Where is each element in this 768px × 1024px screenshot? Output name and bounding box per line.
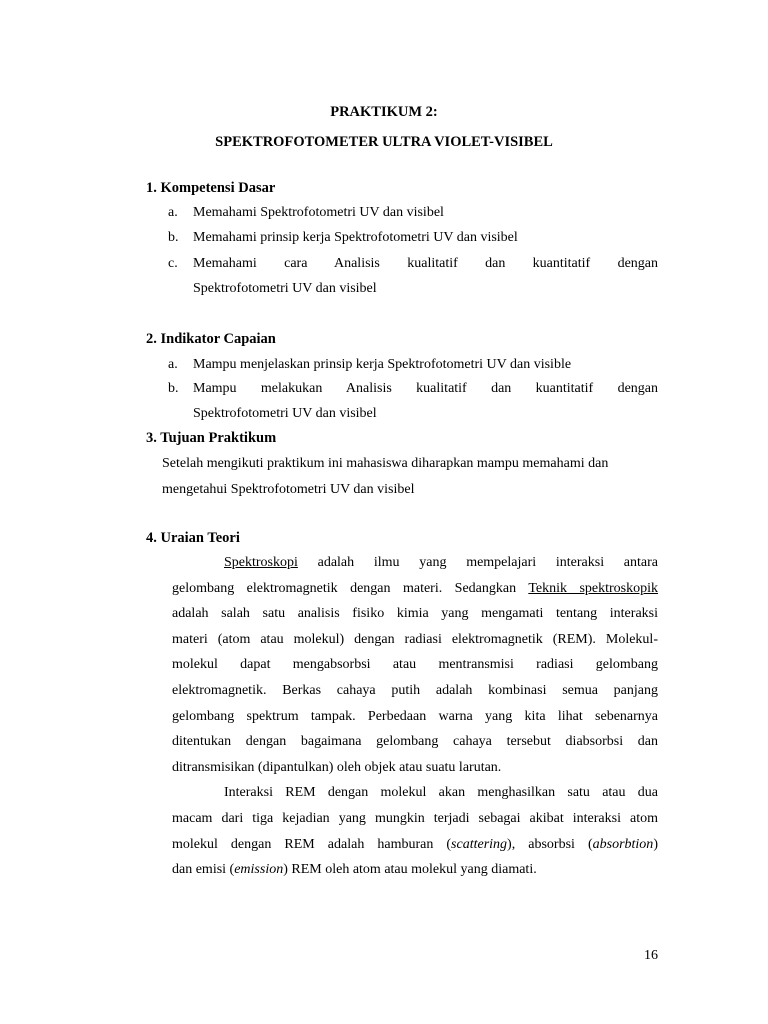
list-marker: c. bbox=[168, 256, 178, 271]
section-heading-uraian-teori: 4. Uraian Teori bbox=[146, 530, 240, 546]
term-absorbtion: absorbtion bbox=[592, 836, 654, 852]
list-item bbox=[168, 255, 658, 273]
paragraph-line: Setelah mengikuti praktikum ini mahasiswa diharapkan mampu memahami dan bbox=[162, 456, 609, 471]
paragraph-line: materi (atom atau molekul) dengan radiasi elektromagnetik (REM). Molekul- bbox=[172, 631, 658, 647]
list-marker: b. bbox=[168, 381, 179, 396]
list-item bbox=[168, 204, 658, 222]
paragraph-line: ditentukan dengan bagaimana gelombang cahaya tersebut diabsorbsi dan bbox=[172, 734, 658, 750]
paragraph-line: adalah salah satu analisis fisiko kimia yang mengamati tentang interaksi bbox=[172, 606, 658, 622]
paragraph-line: Spektroskopi adalah ilmu yang mempelajari interaksi antara bbox=[224, 555, 658, 570]
term-emission: emission bbox=[234, 862, 284, 878]
list-marker: a. bbox=[168, 357, 178, 372]
list-text: Memahami cara Analisis kualitatif dan kuantitatif dengan bbox=[193, 256, 658, 271]
paragraph-line: mengetahui Spektrofotometri UV dan visibel bbox=[162, 482, 415, 497]
list-marker: a. bbox=[168, 205, 178, 220]
section-heading-tujuan: 3. Tujuan Praktikum bbox=[146, 430, 277, 446]
tujuan-paragraph bbox=[162, 451, 658, 503]
term-spektroskopi: Spektroskopi bbox=[224, 555, 298, 570]
paragraph-line: molekul dapat mengabsorbsi atau mentransmisi radiasi gelombang bbox=[172, 657, 658, 673]
list-text: Mampu menjelaskan prinsip kerja Spektrofotometri UV dan visible bbox=[193, 357, 572, 372]
list-text-continuation: Spektrofotometri UV dan visibel bbox=[193, 281, 377, 296]
list-text: Mampu melakukan Analisis kualitatif dan kuantitatif dengan bbox=[193, 381, 658, 396]
page-number: 16 bbox=[644, 948, 658, 963]
term-teknik-spektroskopik: Teknik spektroskopik bbox=[528, 580, 658, 596]
list-item bbox=[168, 356, 658, 374]
title-line-2: SPEKTROFOTOMETER ULTRA VIOLET-VISIBEL bbox=[215, 134, 553, 150]
section-heading-kompetensi: 1. Kompetensi Dasar bbox=[146, 180, 276, 196]
list-item bbox=[168, 380, 658, 398]
paragraph-line: gelombang spektrum tampak. Perbedaan warna yang kita lihat sebenarnya bbox=[172, 708, 658, 724]
list-marker: b. bbox=[168, 230, 179, 245]
paragraph-line: gelombang elektromagnetik dengan materi. Sedangkan Teknik spektroskopik bbox=[172, 580, 658, 596]
paragraph-line: dan emisi (emission) REM oleh atom atau molekul yang diamati. bbox=[172, 862, 537, 878]
list-text: Memahami Spektrofotometri UV dan visibel bbox=[193, 205, 444, 220]
list-item bbox=[168, 229, 658, 247]
paragraph-line: macam dari tiga kejadian yang mungkin terjadi sebagai akibat interaksi atom bbox=[172, 810, 658, 826]
paragraph-line: elektromagnetik. Berkas cahaya putih adalah kombinasi semua panjang bbox=[172, 682, 658, 698]
term-scattering: scattering bbox=[451, 836, 508, 852]
list-text-continuation: Spektrofotometri UV dan visibel bbox=[193, 406, 377, 421]
title-line-1: PRAKTIKUM 2: bbox=[330, 104, 438, 120]
paragraph-line: Interaksi REM dengan molekul akan menghasilkan satu atau dua bbox=[224, 785, 658, 801]
theory-text bbox=[172, 550, 658, 883]
paragraph-line: ditransmisikan (dipantulkan) oleh objek atau suatu larutan. bbox=[172, 759, 502, 775]
list-text: Memahami prinsip kerja Spektrofotometri UV dan visibel bbox=[193, 230, 518, 245]
section-heading-indikator: 2. Indikator Capaian bbox=[146, 331, 276, 347]
paragraph-line: molekul dengan REM adalah hamburan (scattering), absorbsi (absorbtion) bbox=[172, 836, 658, 852]
